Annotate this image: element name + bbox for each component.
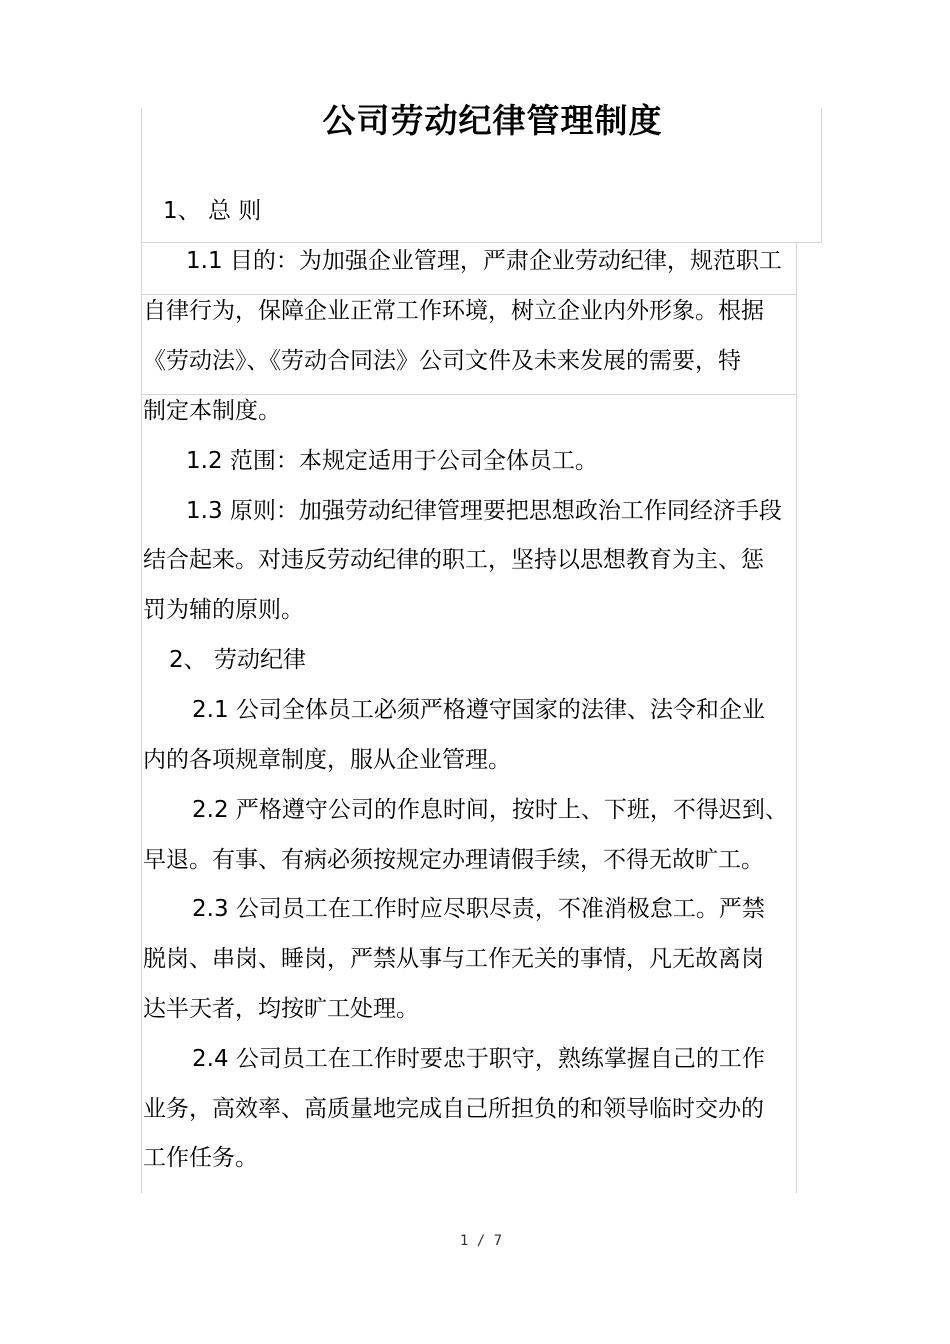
paragraph-line: 《劳动法》、《劳动合同法》公司文件及未来发展的需要，特: [143, 348, 741, 374]
frame-left-border: [141, 108, 142, 1193]
paragraph-line: 工作任务。: [143, 1145, 258, 1171]
document-title: 公司劳动纪律管理制度: [322, 101, 663, 140]
paragraph-line: 自律行为，保障企业正常工作环境，树立企业内外形象。根据: [143, 298, 764, 324]
paragraph-line: 业务，高效率、高质量地完成自己所担负的和领导临时交办的: [143, 1096, 764, 1122]
paragraph-line: 2.1 公司全体员工必须严格遵守国家的法律、法令和企业: [192, 697, 765, 723]
paragraph-line: 罚为辅的原则。: [143, 597, 304, 623]
paragraph-line: 达半天者，均按旷工处理。: [143, 996, 419, 1022]
paragraph-line: 2.4 公司员工在工作时要忠于职守，熟练掌握自己的工作: [192, 1046, 765, 1072]
paragraph-line: 2.2 严格遵守公司的作息时间，按时上、下班，不得迟到、: [192, 797, 788, 823]
paragraph-line: 2.3 公司员工在工作时应尽职尽责，不准消极怠工。严禁: [192, 896, 765, 922]
paragraph-line: 1.3 原则：加强劳动纪律管理要把思想政治工作同经济手段: [186, 498, 782, 524]
paragraph-line: 结合起来。对违反劳动纪律的职工，坚持以思想教育为主、惩: [143, 547, 764, 573]
paragraph-line: 制定本制度。: [143, 398, 281, 424]
section-heading-general: 1、 总 则: [163, 198, 262, 224]
frame-horizontal-rule-3: [141, 394, 797, 395]
frame-right-border: [796, 243, 797, 1193]
paragraph-line: 早退。有事、有病必须按规定办理请假手续，不得无故旷工。: [143, 847, 764, 873]
frame-horizontal-rule-2: [141, 294, 797, 295]
section-heading-labor-discipline: 2、 劳动纪律: [169, 647, 306, 673]
paragraph-line: 内的各项规章制度，服从企业管理。: [143, 747, 511, 773]
paragraph-line: 1.2 范围：本规定适用于公司全体员工。: [186, 448, 598, 474]
page-number: 1 / 7: [459, 1233, 503, 1249]
paragraph-line: 1.1 目的：为加强企业管理，严肃企业劳动纪律，规范职工: [186, 248, 782, 274]
paragraph-line: 脱岗、串岗、睡岗，严禁从事与工作无关的事情，凡无故离岗: [143, 946, 764, 972]
frame-horizontal-rule-1: [141, 242, 822, 243]
